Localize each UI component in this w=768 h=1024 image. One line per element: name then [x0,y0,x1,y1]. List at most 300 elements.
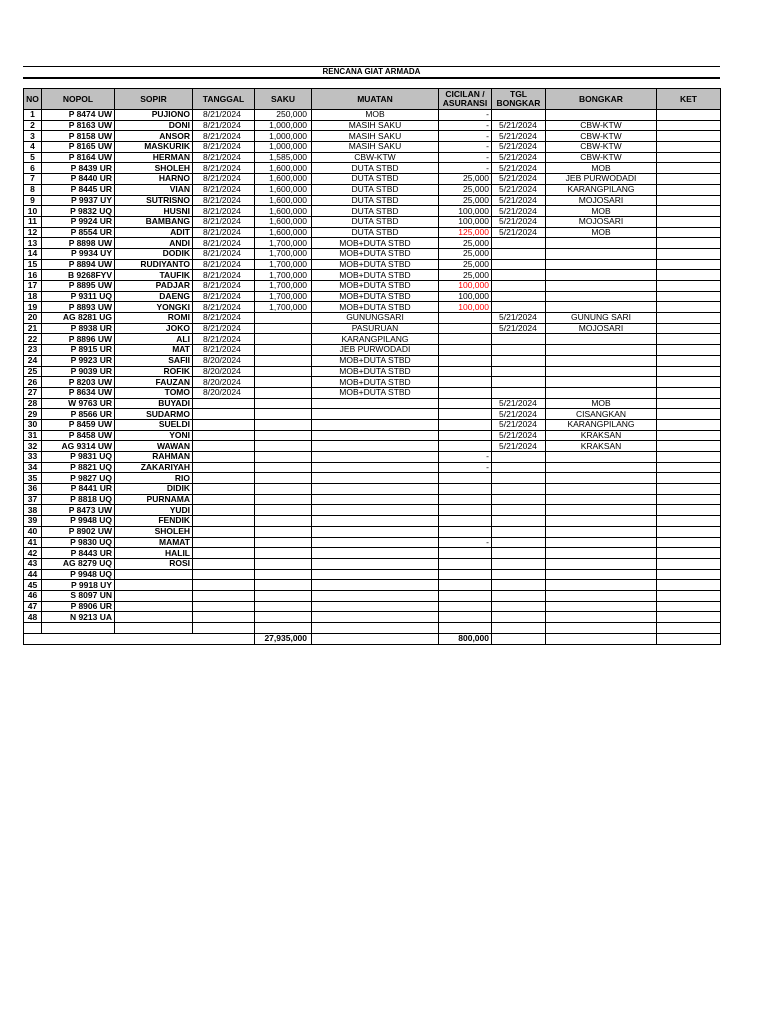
cell-sopir[interactable]: SHOLEH [115,526,193,537]
cell-saku[interactable] [255,313,312,324]
cell-bongkar[interactable]: KRAKSAN [546,430,657,441]
cell-sopir[interactable]: PADJAR [115,281,193,292]
cell-ket[interactable] [657,174,721,185]
cell-nopol[interactable]: P 9311 UQ [42,291,115,302]
cell-bongkar[interactable] [546,590,657,601]
cell-no[interactable]: 19 [24,302,42,313]
cell-muatan[interactable] [312,484,439,495]
cell-saku[interactable] [255,612,312,623]
cell-saku[interactable]: 1,600,000 [255,174,312,185]
cell-tanggal[interactable] [193,409,255,420]
cell-ket[interactable] [657,590,721,601]
cell-muatan[interactable] [312,558,439,569]
cell-nopol[interactable]: P 8165 UW [42,142,115,153]
cell-saku[interactable] [255,419,312,430]
cell-cicilan[interactable] [439,590,492,601]
cell-cicilan[interactable] [439,409,492,420]
cell-tgl-bongkar[interactable] [492,281,546,292]
cell-muatan[interactable] [312,452,439,463]
cell-cicilan[interactable]: 100,000 [439,281,492,292]
cell-cicilan[interactable]: - [439,131,492,142]
cell-no[interactable]: 27 [24,387,42,398]
cell-no[interactable]: 30 [24,419,42,430]
cell-sopir[interactable]: YONI [115,430,193,441]
cell-nopol[interactable]: P 9832 UQ [42,206,115,217]
cell-bongkar[interactable] [546,569,657,580]
cell-sopir[interactable]: ADIT [115,227,193,238]
cell-sopir[interactable]: BAMBANG [115,216,193,227]
cell-tanggal[interactable] [193,612,255,623]
cell-cicilan[interactable]: - [439,537,492,548]
cell-muatan[interactable] [312,526,439,537]
cell-muatan[interactable]: MOB+DUTA STBD [312,281,439,292]
cell-tanggal[interactable]: 8/21/2024 [193,323,255,334]
cell-muatan[interactable] [312,419,439,430]
cell-sopir[interactable]: SUELDI [115,419,193,430]
total-cicilan[interactable]: 800,000 [439,633,492,644]
cell-bongkar[interactable]: MOJOSARI [546,195,657,206]
cell-ket[interactable] [657,238,721,249]
cell-nopol[interactable]: P 8203 UW [42,377,115,388]
cell-nopol[interactable]: P 9948 UQ [42,516,115,527]
cell-muatan[interactable] [312,462,439,473]
cell-sopir[interactable]: ANDI [115,238,193,249]
cell-no[interactable]: 46 [24,590,42,601]
cell-bongkar[interactable]: MOB [546,398,657,409]
cell-ket[interactable] [657,409,721,420]
cell-saku[interactable]: 1,700,000 [255,270,312,281]
cell-cicilan[interactable] [439,366,492,377]
cell-ket[interactable] [657,558,721,569]
cell-ket[interactable] [657,206,721,217]
cell-tanggal[interactable] [193,580,255,591]
cell-tanggal[interactable]: 8/21/2024 [193,248,255,259]
cell-no[interactable]: 43 [24,558,42,569]
cell-tgl-bongkar[interactable]: 5/21/2024 [492,409,546,420]
cell-cicilan[interactable] [439,398,492,409]
cell-ket[interactable] [657,281,721,292]
cell-saku[interactable]: 1,600,000 [255,163,312,174]
cell-nopol[interactable]: P 8818 UQ [42,494,115,505]
cell-sopir[interactable]: HALIL [115,548,193,559]
cell-ket[interactable] [657,216,721,227]
cell-sopir[interactable]: TOMO [115,387,193,398]
cell-cicilan[interactable] [439,612,492,623]
cell-ket[interactable] [657,334,721,345]
cell-cicilan[interactable] [439,377,492,388]
cell-tgl-bongkar[interactable] [492,516,546,527]
cell-sopir[interactable]: BUYADI [115,398,193,409]
cell-bongkar[interactable] [546,270,657,281]
cell-tanggal[interactable] [193,484,255,495]
cell-muatan[interactable]: MOB+DUTA STBD [312,248,439,259]
cell-tanggal[interactable]: 8/21/2024 [193,163,255,174]
cell-ket[interactable] [657,505,721,516]
cell-cicilan[interactable] [439,473,492,484]
cell-sopir[interactable]: DODIK [115,248,193,259]
cell-ket[interactable] [657,516,721,527]
cell-no[interactable]: 2 [24,120,42,131]
cell-saku[interactable]: 1,600,000 [255,184,312,195]
cell-bongkar[interactable] [546,366,657,377]
cell-bongkar[interactable] [546,302,657,313]
cell-ket[interactable] [657,259,721,270]
cell-tanggal[interactable] [193,505,255,516]
cell-tgl-bongkar[interactable] [492,526,546,537]
cell-tanggal[interactable]: 8/21/2024 [193,302,255,313]
cell-ket[interactable] [657,580,721,591]
cell-nopol[interactable]: P 8938 UR [42,323,115,334]
cell-tgl-bongkar[interactable] [492,548,546,559]
cell-nopol[interactable]: P 8554 UR [42,227,115,238]
cell-ket[interactable] [657,366,721,377]
cell-muatan[interactable]: MASIH SAKU [312,120,439,131]
cell-tanggal[interactable] [193,419,255,430]
cell-ket[interactable] [657,430,721,441]
cell-no[interactable]: 10 [24,206,42,217]
cell-muatan[interactable]: MASIH SAKU [312,131,439,142]
cell-no[interactable]: 14 [24,248,42,259]
cell-cicilan[interactable]: 25,000 [439,184,492,195]
cell-sopir[interactable]: ROMI [115,313,193,324]
cell-nopol[interactable]: P 8896 UW [42,334,115,345]
cell-sopir[interactable]: DIDIK [115,484,193,495]
cell-saku[interactable]: 1,000,000 [255,142,312,153]
cell-sopir[interactable]: MAT [115,345,193,356]
cell-bongkar[interactable]: MOJOSARI [546,323,657,334]
cell-tanggal[interactable] [193,569,255,580]
cell-muatan[interactable]: MOB+DUTA STBD [312,355,439,366]
cell-no[interactable]: 39 [24,516,42,527]
cell-tanggal[interactable]: 8/21/2024 [193,216,255,227]
cell-muatan[interactable] [312,580,439,591]
cell-muatan[interactable]: DUTA STBD [312,206,439,217]
cell-saku[interactable] [255,569,312,580]
cell-tanggal[interactable]: 8/21/2024 [193,281,255,292]
cell-bongkar[interactable] [546,558,657,569]
cell-nopol[interactable]: AG 8279 UQ [42,558,115,569]
cell-ket[interactable] [657,302,721,313]
cell-saku[interactable] [255,441,312,452]
cell-tanggal[interactable]: 8/21/2024 [193,270,255,281]
cell-no[interactable]: 3 [24,131,42,142]
cell-nopol[interactable]: P 9039 UR [42,366,115,377]
cell-nopol[interactable]: P 8445 UR [42,184,115,195]
cell-tgl-bongkar[interactable] [492,537,546,548]
cell-sopir[interactable]: RUDIYANTO [115,259,193,270]
cell-sopir[interactable]: ANSOR [115,131,193,142]
cell-sopir[interactable] [115,601,193,612]
header-cicilan[interactable] [439,89,492,110]
cell-tgl-bongkar[interactable]: 5/21/2024 [492,398,546,409]
cell-ket[interactable] [657,612,721,623]
cell-cicilan[interactable] [439,505,492,516]
cell-ket[interactable] [657,120,721,131]
cell-saku[interactable] [255,334,312,345]
cell-no[interactable]: 11 [24,216,42,227]
cell-tanggal[interactable]: 8/20/2024 [193,387,255,398]
cell-saku[interactable]: 1,700,000 [255,302,312,313]
cell-no[interactable]: 26 [24,377,42,388]
cell-ket[interactable] [657,601,721,612]
cell-ket[interactable] [657,473,721,484]
cell-ket[interactable] [657,152,721,163]
cell-nopol[interactable]: P 9830 UQ [42,537,115,548]
cell-bongkar[interactable]: CBW-KTW [546,142,657,153]
cell-tgl-bongkar[interactable] [492,238,546,249]
cell-ket[interactable] [657,462,721,473]
total-label-cell[interactable] [24,633,255,644]
cell-cicilan[interactable] [439,313,492,324]
cell-saku[interactable] [255,494,312,505]
cell-bongkar[interactable] [546,281,657,292]
cell-nopol[interactable]: P 8164 UW [42,152,115,163]
cell-ket[interactable] [657,452,721,463]
cell-bongkar[interactable] [546,377,657,388]
cell-no[interactable]: 6 [24,163,42,174]
cell-saku[interactable] [255,537,312,548]
cell-ket[interactable] [657,548,721,559]
cell-no[interactable]: 40 [24,526,42,537]
cell-cicilan[interactable] [439,323,492,334]
cell-tgl-bongkar[interactable] [492,494,546,505]
cell-saku[interactable] [255,430,312,441]
cell-tanggal[interactable]: 8/21/2024 [193,142,255,153]
cell-bongkar[interactable]: CISANGKAN [546,409,657,420]
cell-tgl-bongkar[interactable]: 5/21/2024 [492,152,546,163]
cell-no[interactable]: 38 [24,505,42,516]
header-sopir[interactable]: SOPIR [115,89,193,110]
cell-ket[interactable] [657,163,721,174]
cell-saku[interactable]: 1,000,000 [255,120,312,131]
cell-nopol[interactable]: P 8440 UR [42,174,115,185]
cell-cicilan[interactable] [439,419,492,430]
cell-tgl-bongkar[interactable] [492,580,546,591]
cell-tanggal[interactable] [193,537,255,548]
cell-saku[interactable] [255,580,312,591]
cell-saku[interactable]: 1,700,000 [255,238,312,249]
header-ket[interactable]: KET [657,89,721,110]
cell-ket[interactable] [657,195,721,206]
cell-cicilan[interactable] [439,484,492,495]
cell-nopol[interactable]: P 8893 UW [42,302,115,313]
cell-nopol[interactable]: P 8163 UW [42,120,115,131]
cell-saku[interactable] [255,462,312,473]
cell-nopol[interactable]: P 9924 UR [42,216,115,227]
cell-bongkar[interactable] [546,526,657,537]
cell-bongkar[interactable] [546,291,657,302]
cell-no[interactable]: 31 [24,430,42,441]
cell-tgl-bongkar[interactable] [492,590,546,601]
cell-cicilan[interactable]: - [439,142,492,153]
cell-tgl-bongkar[interactable]: 5/21/2024 [492,131,546,142]
cell-no[interactable]: 4 [24,142,42,153]
cell-saku[interactable] [255,516,312,527]
cell-bongkar[interactable]: GUNUNG SARI [546,313,657,324]
cell-nopol[interactable]: P 8458 UW [42,430,115,441]
cell-nopol[interactable]: P 9827 UQ [42,473,115,484]
cell-no[interactable]: 34 [24,462,42,473]
cell-tgl-bongkar[interactable] [492,612,546,623]
cell-muatan[interactable] [312,569,439,580]
cell-nopol[interactable]: P 8821 UQ [42,462,115,473]
cell-bongkar[interactable]: MOB [546,227,657,238]
header-saku[interactable]: SAKU [255,89,312,110]
cell-saku[interactable] [255,548,312,559]
cell-tanggal[interactable] [193,441,255,452]
cell-saku[interactable] [255,473,312,484]
cell-bongkar[interactable]: MOB [546,163,657,174]
cell-saku[interactable] [255,377,312,388]
cell-tgl-bongkar[interactable] [492,377,546,388]
cell-tgl-bongkar[interactable]: 5/21/2024 [492,174,546,185]
cell-bongkar[interactable]: KARANGPILANG [546,184,657,195]
cell-ket[interactable] [657,248,721,259]
cell-sopir[interactable]: VIAN [115,184,193,195]
cell-nopol[interactable]: P 9937 UY [42,195,115,206]
cell-no[interactable]: 20 [24,313,42,324]
cell-cicilan[interactable] [439,387,492,398]
cell-sopir[interactable] [115,580,193,591]
header-tanggal[interactable]: TANGGAL [193,89,255,110]
cell-bongkar[interactable]: JEB PURWODADI [546,174,657,185]
cell-nopol[interactable]: P 8566 UR [42,409,115,420]
cell-bongkar[interactable]: CBW-KTW [546,120,657,131]
cell-no[interactable]: 44 [24,569,42,580]
cell-tanggal[interactable]: 8/20/2024 [193,366,255,377]
cell-sopir[interactable]: HERMAN [115,152,193,163]
cell-bongkar[interactable] [546,334,657,345]
cell-nopol[interactable]: P 8895 UW [42,281,115,292]
cell-tanggal[interactable] [193,462,255,473]
cell-tgl-bongkar[interactable]: 5/21/2024 [492,206,546,217]
cell-muatan[interactable] [312,548,439,559]
cell-bongkar[interactable] [546,345,657,356]
cell-saku[interactable] [255,526,312,537]
cell-cicilan[interactable]: - [439,152,492,163]
cell-bongkar[interactable] [546,484,657,495]
cell-ket[interactable] [657,441,721,452]
cell-bongkar[interactable] [546,238,657,249]
cell-no[interactable]: 28 [24,398,42,409]
cell-muatan[interactable]: MOB+DUTA STBD [312,366,439,377]
cell-tanggal[interactable]: 8/21/2024 [193,110,255,121]
cell-sopir[interactable]: RIO [115,473,193,484]
cell-cicilan[interactable]: 25,000 [439,259,492,270]
cell-muatan[interactable] [312,494,439,505]
cell-tanggal[interactable]: 8/21/2024 [193,195,255,206]
cell-muatan[interactable] [312,612,439,623]
cell-ket[interactable] [657,526,721,537]
cell-sopir[interactable]: YUDI [115,505,193,516]
cell-tanggal[interactable]: 8/20/2024 [193,377,255,388]
cell-sopir[interactable]: JOKO [115,323,193,334]
cell-nopol[interactable]: P 8906 UR [42,601,115,612]
cell-no[interactable]: 7 [24,174,42,185]
cell-no[interactable]: 15 [24,259,42,270]
cell-tgl-bongkar[interactable]: 5/21/2024 [492,195,546,206]
cell-tanggal[interactable]: 8/21/2024 [193,152,255,163]
cell-muatan[interactable]: KARANGPILANG [312,334,439,345]
cell-tanggal[interactable] [193,452,255,463]
cell-sopir[interactable]: ALI [115,334,193,345]
cell-nopol[interactable]: N 9213 UA [42,612,115,623]
cell-ket[interactable] [657,313,721,324]
cell-sopir[interactable]: TAUFIK [115,270,193,281]
cell-saku[interactable] [255,409,312,420]
cell-tanggal[interactable] [193,494,255,505]
cell-tanggal[interactable] [193,548,255,559]
cell-ket[interactable] [657,569,721,580]
cell-tanggal[interactable] [193,398,255,409]
cell-no[interactable]: 1 [24,110,42,121]
cell-saku[interactable]: 1,700,000 [255,259,312,270]
cell-no[interactable]: 29 [24,409,42,420]
cell-saku[interactable]: 1,700,000 [255,291,312,302]
cell-tgl-bongkar[interactable]: 5/21/2024 [492,419,546,430]
cell-bongkar[interactable] [546,494,657,505]
cell-tanggal[interactable] [193,526,255,537]
cell-tgl-bongkar[interactable]: 5/21/2024 [492,313,546,324]
cell-tgl-bongkar[interactable] [492,366,546,377]
cell-bongkar[interactable] [546,248,657,259]
cell-no[interactable]: 45 [24,580,42,591]
cell-nopol[interactable]: W 9763 UR [42,398,115,409]
cell-sopir[interactable]: SUTRISNO [115,195,193,206]
cell-muatan[interactable]: JEB PURWODADI [312,345,439,356]
cell-ket[interactable] [657,270,721,281]
cell-muatan[interactable]: MOB+DUTA STBD [312,270,439,281]
cell-tanggal[interactable] [193,473,255,484]
cell-sopir[interactable]: WAWAN [115,441,193,452]
cell-no[interactable]: 33 [24,452,42,463]
cell-ket[interactable] [657,291,721,302]
cell-tanggal[interactable]: 8/21/2024 [193,227,255,238]
cell-saku[interactable] [255,355,312,366]
cell-tanggal[interactable] [193,590,255,601]
cell-muatan[interactable] [312,601,439,612]
cell-bongkar[interactable] [546,355,657,366]
cell-no[interactable]: 12 [24,227,42,238]
cell-saku[interactable] [255,345,312,356]
cell-tanggal[interactable]: 8/20/2024 [193,355,255,366]
cell-tanggal[interactable]: 8/21/2024 [193,184,255,195]
cell-bongkar[interactable] [546,259,657,270]
cell-saku[interactable] [255,387,312,398]
cell-tgl-bongkar[interactable] [492,452,546,463]
cell-saku[interactable] [255,505,312,516]
cell-tanggal[interactable] [193,430,255,441]
cell-muatan[interactable]: MOB+DUTA STBD [312,238,439,249]
cell-saku[interactable] [255,452,312,463]
cell-tanggal[interactable]: 8/21/2024 [193,313,255,324]
cell-tgl-bongkar[interactable]: 5/21/2024 [492,120,546,131]
cell-bongkar[interactable]: KRAKSAN [546,441,657,452]
cell-sopir[interactable]: HARNO [115,174,193,185]
cell-sopir[interactable] [115,569,193,580]
cell-muatan[interactable]: MASIH SAKU [312,142,439,153]
cell-muatan[interactable] [312,590,439,601]
cell-no[interactable]: 24 [24,355,42,366]
cell-saku[interactable]: 1,700,000 [255,281,312,292]
header-tgl-bongkar[interactable] [492,89,546,110]
cell-tanggal[interactable]: 8/21/2024 [193,291,255,302]
cell-bongkar[interactable] [546,601,657,612]
cell-bongkar[interactable] [546,462,657,473]
header-bongkar[interactable]: BONGKAR [546,89,657,110]
cell-cicilan[interactable]: 125,000 [439,227,492,238]
cell-no[interactable]: 5 [24,152,42,163]
